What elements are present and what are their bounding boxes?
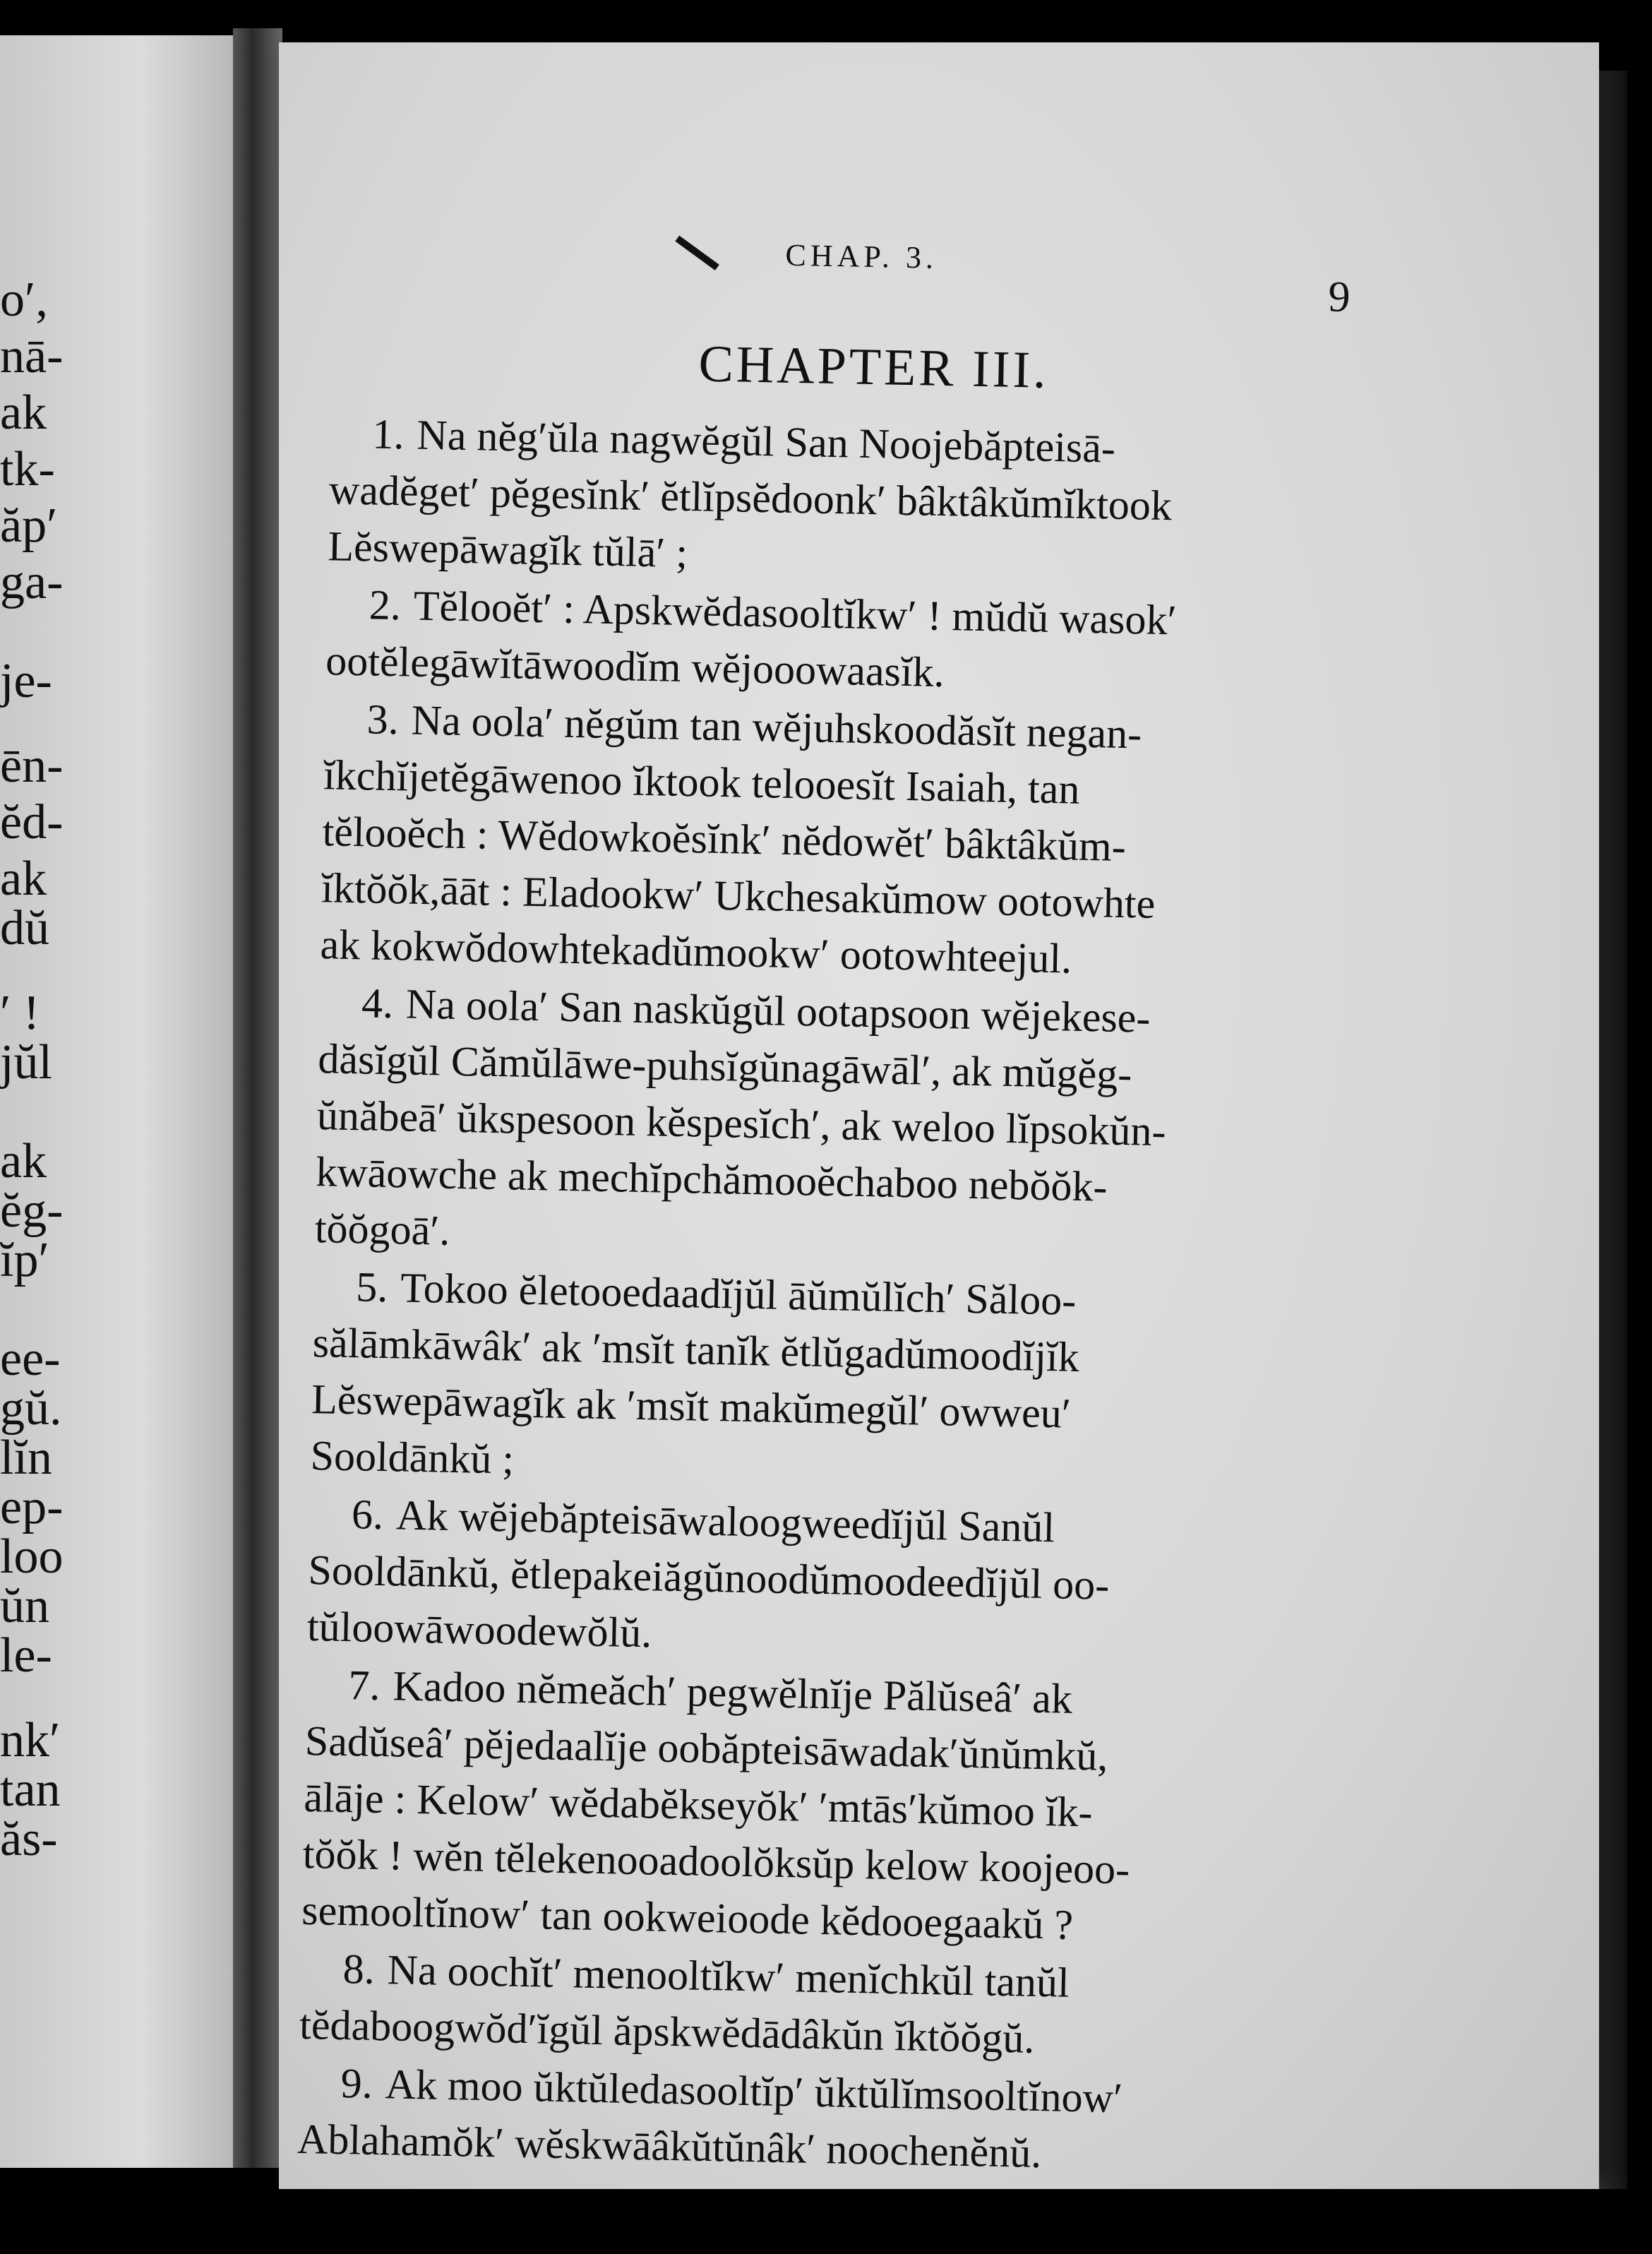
verse-line: ĭktŏŏk,āāt : Eladookw′ Ukchesakŭmow ootowhte (321, 864, 1156, 927)
verse (306, 1485, 1283, 1673)
verse-number: 8. (342, 1945, 376, 1993)
left-page (0, 35, 233, 2168)
verse-line: tĕlooĕch : Wĕdowkoĕsĭnk′ nĕdowĕt′ bâktâkŭm- (322, 808, 1127, 871)
page-content (254, 30, 1615, 2201)
left-page-fragment: je- (0, 654, 52, 708)
verse-line: dăsĭgŭl Cămŭlāwe-puhsĭgŭnagāwāl′, ak mŭgĕg- (317, 1035, 1132, 1098)
left-page-fragment: ĭp′ (0, 1233, 49, 1287)
verse-line: tŏŏk ! wĕn tĕlekenooadoolŏksŭp kelow koojeoo- (302, 1830, 1130, 1893)
verse-list (297, 405, 1305, 2187)
verse (314, 974, 1293, 1275)
verse (328, 405, 1305, 592)
verse-number: 9. (340, 2060, 373, 2107)
verse (297, 2054, 1273, 2186)
verse-text: Na oochĭt′ menooltĭkw′ menĭchkŭl tanŭl (387, 1946, 1070, 2006)
verse-number: 3. (366, 696, 400, 744)
left-page-fragment: nk′ (0, 1713, 61, 1767)
left-page-fragment: o′, (0, 273, 48, 327)
left-page-fragment: ēn- (0, 739, 64, 793)
left-page-fragment: jŭl (0, 1035, 52, 1090)
left-page-fragment: ăs- (0, 1812, 58, 1866)
verse-text: Kadoo nĕmeăch′ pegwĕlnĭje Pălŭseâ′ ak (392, 1662, 1073, 1722)
left-page-fragment: ĕd- (0, 795, 64, 849)
verse-line: Lĕswepāwagĭk tŭlā′ ; (327, 523, 688, 577)
verse-number: 1. (371, 410, 405, 458)
left-page-fragment: ee- (0, 1332, 61, 1386)
verse-line: wadĕget′ pĕgesĭnk′ ĕtlĭpsĕdoonk′ bâktâkŭmĭktook (328, 466, 1173, 530)
chapter-title: CHAPTER III. (698, 335, 1050, 400)
left-page-fragment: ga- (0, 555, 64, 609)
right-page (279, 42, 1599, 2189)
verse-text: Na nĕg′ŭla nagwĕgŭl San Noojebăpteisā- (416, 411, 1116, 472)
left-page-fragment: ăp′ (0, 499, 58, 553)
left-page-fragment: loo (0, 1530, 64, 1584)
verse-line: ootĕlegāwĭtāwoodĭm wĕjooowaasĭk. (325, 637, 945, 696)
verse-line: ŭnăbeā′ ŭkspesoon kĕspesĭch′, ak weloo lĭpsokŭn- (316, 1092, 1167, 1155)
verse-line: Sadŭseâ′ pĕjedaalĭje oobăpteisāwadak′ŭnŭmkŭ, (304, 1717, 1108, 1779)
verse-number: 2. (369, 581, 402, 629)
verse-line: ālāje : Kelow′ wĕdabĕkseyŏk′ ′mtās′kŭmoo ĭk- (303, 1773, 1094, 1836)
verse-text: Tokoo ĕletooedaadĭjŭl āŭmŭlĭch′ Săloo- (400, 1264, 1077, 1324)
verse-number: 6. (351, 1491, 384, 1539)
left-page-fragment: lĭn (0, 1431, 52, 1485)
left-page-fragment: nā- (0, 329, 64, 383)
verse-line: tĕdaboogwŏd′ĭgŭl ăpskwĕdādâkŭn ĭktŏŏgŭ. (299, 2000, 1036, 2062)
verse (299, 1940, 1276, 2071)
verse-line: Sooldānkŭ, ĕtlepakeiăgŭnoodŭmoodeedĭjŭl oo- (308, 1546, 1110, 1609)
verse-text: Tĕlooĕt′ : Apskwĕdasooltĭkw′ ! mŭdŭ wasok′ (413, 582, 1178, 644)
verse-number: 7. (347, 1662, 381, 1710)
verse-line: tŏŏgoā′. (314, 1205, 450, 1254)
verse-number: 5. (355, 1263, 388, 1311)
verse-text: Ak wĕjebăpteisāwaloogweedĭjŭl Sanŭl (395, 1491, 1055, 1551)
verse (310, 1258, 1288, 1502)
left-page-fragment: ′ ! (0, 986, 40, 1040)
verse-line: Lĕswepāwagĭk ak ′msĭt makŭmegŭl′ owweu′ (311, 1376, 1072, 1437)
verse (325, 576, 1302, 707)
verse-line: semooltĭnow′ tan ookweioode kĕdooegaakŭ ? (301, 1886, 1074, 1948)
verse-text: Na oola′ San naskŭgŭl ootapsoon wĕjekese- (405, 980, 1151, 1042)
left-page-fragment: tk- (0, 442, 55, 496)
left-page-fragment: ŭn (0, 1579, 49, 1633)
verse (301, 1656, 1281, 1957)
verse-line: Ablahamŏk′ wĕskwāâkŭtŭnâk′ noochenĕnŭ. (297, 2115, 1042, 2177)
verse-line: tŭloowāwoodewŏlŭ. (306, 1603, 652, 1657)
running-head: CHAP. 3. (785, 237, 938, 275)
verse-text: Ak moo ŭktŭledasooltĭp′ ŭktŭlĭmsooltĭnow′ (385, 2061, 1123, 2122)
verse (320, 690, 1299, 991)
left-page-fragment: ep- (0, 1480, 64, 1534)
left-page-fragment: le- (0, 1628, 52, 1683)
verse-line: ĭkchĭjetĕgāwenoo ĭktook telooesĭt Isaiah, tan (323, 751, 1081, 813)
verse-line: kwāowche ak mechĭpchămooĕchaboo nebŏŏk- (315, 1148, 1108, 1210)
pencil-mark (675, 236, 719, 270)
left-page-fragment: ak (0, 386, 47, 440)
page-number: 9 (1327, 273, 1351, 322)
left-page-fragment: tan (0, 1763, 61, 1817)
verse-line: ak kokwŏdowhtekadŭmookw′ ootowhteejul. (320, 921, 1072, 982)
left-page-fragment: ak (0, 1134, 47, 1188)
left-page-fragment: ak (0, 852, 47, 906)
verse-text: Na oola′ nĕgŭm tan wĕjuhskoodăsĭt negan- (411, 696, 1142, 758)
verse-number: 4. (361, 979, 394, 1027)
verse-line: sălāmkāwâk′ ak ′msĭt tanĭk ĕtlŭgadŭmoodĭjĭk (312, 1319, 1080, 1381)
left-page-fragment: gŭ. (0, 1381, 62, 1436)
left-page-fragment: dŭ (0, 901, 49, 955)
left-page-fragment: ĕg- (0, 1183, 64, 1238)
verse-line: Sooldānkŭ ; (310, 1432, 515, 1483)
